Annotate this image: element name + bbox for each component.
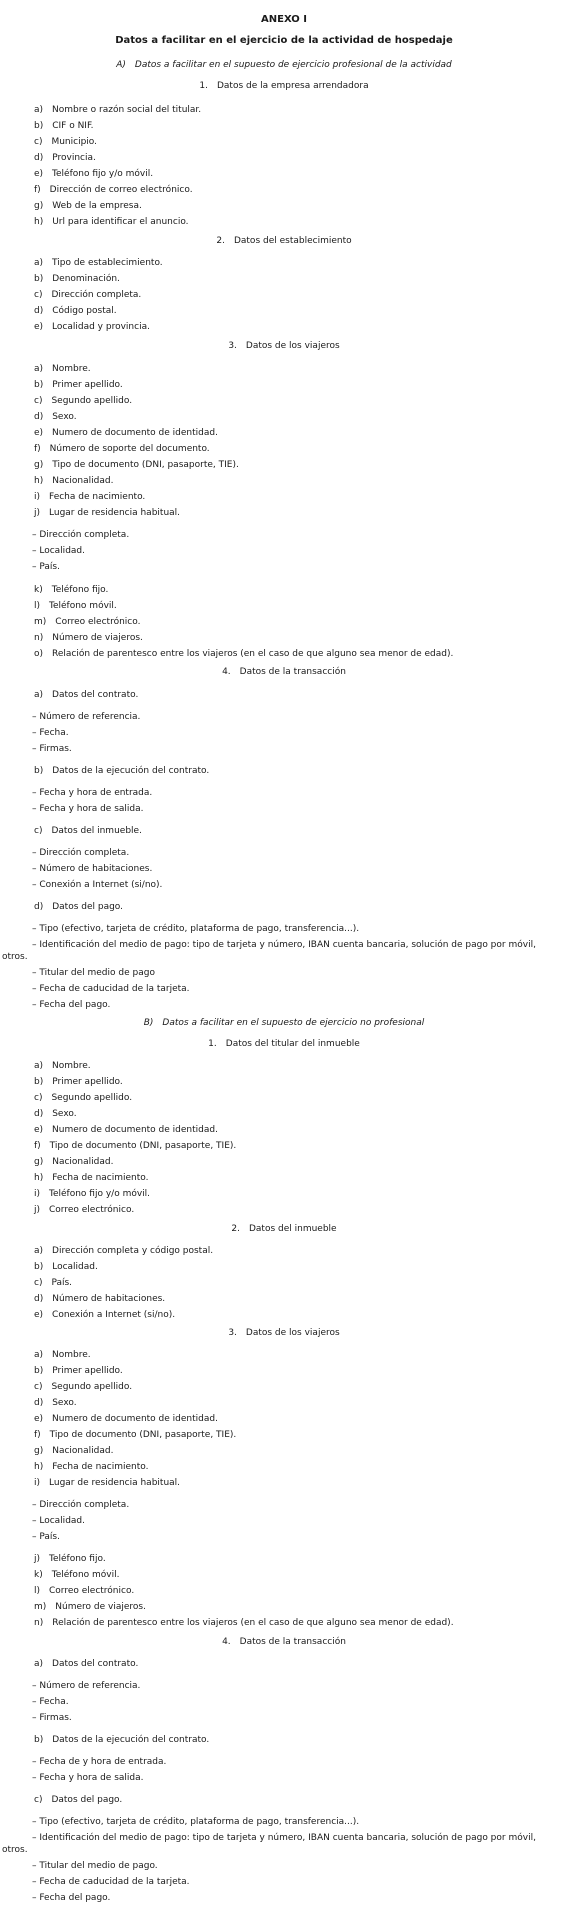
dash-item: – País. [32,562,60,572]
dash-item: – Número de referencia. [32,712,141,722]
dash-item-continuation: otros. [2,1845,28,1855]
dash-item: – Dirección completa. [32,530,130,540]
list-item: d) Sexo. [34,412,77,422]
list-item: d) Datos del pago. [34,902,124,912]
list-item: d) Código postal. [34,306,117,316]
section-b-1-title: 1. Datos del titular del inmueble [208,1039,360,1049]
list-item: m) Número de viajeros. [34,1602,146,1612]
list-item: a) Datos del contrato. [34,1659,139,1669]
dash-item: – Titular del medio de pago. [32,1861,158,1871]
list-item: d) Provincia. [34,153,96,163]
list-item: h) Fecha de nacimiento. [34,1173,149,1183]
list-item: c) Segundo apellido. [34,396,133,406]
list-item: a) Nombre. [34,364,91,374]
main-title: Datos a facilitar en el ejercicio de la actividad de hospedaje [115,35,453,46]
list-item: b) CIF o NIF. [34,121,94,131]
section-a-3-title: 3. Datos de los viajeros [228,341,340,351]
list-item: b) Datos de la ejecución del contrato. [34,766,210,776]
dash-item: – Dirección completa. [32,848,130,858]
list-item: c) Segundo apellido. [34,1382,133,1392]
list-item: f) Número de soporte del documento. [34,444,210,454]
list-item: g) Tipo de documento (DNI, pasaporte, TIE). [34,460,239,470]
list-item: b) Primer apellido. [34,1077,123,1087]
list-item: b) Denominación. [34,274,120,284]
dash-item: – Firmas. [32,1713,72,1723]
list-item: f) Dirección de correo electrónico. [34,185,193,195]
list-item: e) Conexión a Internet (si/no). [34,1310,176,1320]
section-a-4-title: 4. Datos de la transacción [222,667,346,677]
dash-item: – Fecha y hora de entrada. [32,788,153,798]
list-item: n) Número de viajeros. [34,633,143,643]
list-item: n) Relación de parentesco entre los viajeros (en el caso de que alguno sea menor de edad). [34,1618,454,1628]
list-item: h) Fecha de nacimiento. [34,1462,149,1472]
dash-item: – Fecha y hora de salida. [32,804,144,814]
list-item: a) Nombre o razón social del titular. [34,105,202,115]
list-item: b) Datos de la ejecución del contrato. [34,1735,210,1745]
dash-item: – Localidad. [32,1516,85,1526]
list-item: a) Nombre. [34,1061,91,1071]
dash-item: – Fecha de caducidad de la tarjeta. [32,984,190,994]
dash-item: – Fecha de y hora de entrada. [32,1757,167,1767]
section-b-2-title: 2. Datos del inmueble [231,1224,337,1234]
dash-item: – Tipo (efectivo, tarjeta de crédito, plataforma de pago, transferencia...). [32,924,360,934]
list-item: a) Dirección completa y código postal. [34,1246,214,1256]
dash-item: – Dirección completa. [32,1500,130,1510]
dash-item: – Número de referencia. [32,1681,141,1691]
list-item: l) Teléfono móvil. [34,601,117,611]
list-item: b) Primer apellido. [34,1366,123,1376]
list-item: e) Numero de documento de identidad. [34,1125,218,1135]
dash-item-continuation: otros. [2,952,28,962]
list-item: c) Municipio. [34,137,98,147]
dash-item: – Firmas. [32,744,72,754]
dash-item: – Fecha. [32,1697,69,1707]
list-item: m) Correo electrónico. [34,617,141,627]
list-item: o) Relación de parentesco entre los viajeros (en el caso de que alguno sea menor de edad). [34,649,454,659]
section-a-2-title: 2. Datos del establecimiento [216,236,352,246]
list-item: i) Teléfono fijo y/o móvil. [34,1189,151,1199]
list-item: d) Sexo. [34,1109,77,1119]
list-item: h) Url para identificar el anuncio. [34,217,189,227]
list-item: c) Datos del pago. [34,1795,123,1805]
dash-item: – Número de habitaciones. [32,864,153,874]
dash-item: – Fecha de caducidad de la tarjeta. [32,1877,190,1887]
list-item: c) Datos del inmueble. [34,826,142,836]
list-item: j) Lugar de residencia habitual. [34,508,181,518]
section-a-heading: A) Datos a facilitar en el supuesto de ejercicio profesional de la actividad [116,60,452,70]
list-item: b) Localidad. [34,1262,98,1272]
dash-item: – País. [32,1532,60,1542]
dash-item: – Conexión a Internet (si/no). [32,880,163,890]
section-b-3-title: 3. Datos de los viajeros [228,1328,340,1338]
list-item: f) Tipo de documento (DNI, pasaporte, TIE). [34,1141,237,1151]
dash-item: – Identificación del medio de pago: tipo de tarjeta y número, IBAN cuenta bancaria, solución de pago por móvil, [32,1833,536,1843]
list-item: k) Teléfono móvil. [34,1570,120,1580]
list-item: c) País. [34,1278,73,1288]
list-item: d) Sexo. [34,1398,77,1408]
section-a-1-title: 1. Datos de la empresa arrendadora [199,81,369,91]
list-item: c) Segundo apellido. [34,1093,133,1103]
list-item: a) Tipo de establecimiento. [34,258,163,268]
list-item: j) Teléfono fijo. [34,1554,106,1564]
list-item: a) Nombre. [34,1350,91,1360]
list-item: g) Nacionalidad. [34,1446,114,1456]
section-b-heading: B) Datos a facilitar en el supuesto de ejercicio no profesional [143,1018,425,1028]
list-item: d) Número de habitaciones. [34,1294,166,1304]
list-item: h) Nacionalidad. [34,476,114,486]
dash-item: – Fecha. [32,728,69,738]
list-item: g) Nacionalidad. [34,1157,114,1167]
annex-title: ANEXO I [261,14,307,25]
dash-item: – Fecha del pago. [32,1000,111,1010]
list-item: g) Web de la empresa. [34,201,142,211]
list-item: i) Fecha de nacimiento. [34,492,146,502]
list-item: c) Dirección completa. [34,290,142,300]
dash-item: – Titular del medio de pago [32,968,155,978]
section-b-4-title: 4. Datos de la transacción [222,1637,346,1647]
list-item: e) Localidad y provincia. [34,322,150,332]
dash-item: – Fecha y hora de salida. [32,1773,144,1783]
dash-item: – Localidad. [32,546,85,556]
dash-item: – Identificación del medio de pago: tipo de tarjeta y número, IBAN cuenta bancaria, solución de pago por móvil, [32,940,536,950]
list-item: k) Teléfono fijo. [34,585,109,595]
dash-item: – Fecha del pago. [32,1893,111,1903]
list-item: i) Lugar de residencia habitual. [34,1478,181,1488]
dash-item: – Tipo (efectivo, tarjeta de crédito, plataforma de pago, transferencia...). [32,1817,360,1827]
list-item: l) Correo electrónico. [34,1586,135,1596]
list-item: e) Numero de documento de identidad. [34,428,218,438]
list-item: e) Numero de documento de identidad. [34,1414,218,1424]
list-item: f) Tipo de documento (DNI, pasaporte, TIE). [34,1430,237,1440]
list-item: e) Teléfono fijo y/o móvil. [34,169,154,179]
list-item: j) Correo electrónico. [34,1205,135,1215]
list-item: b) Primer apellido. [34,380,123,390]
list-item: a) Datos del contrato. [34,690,139,700]
